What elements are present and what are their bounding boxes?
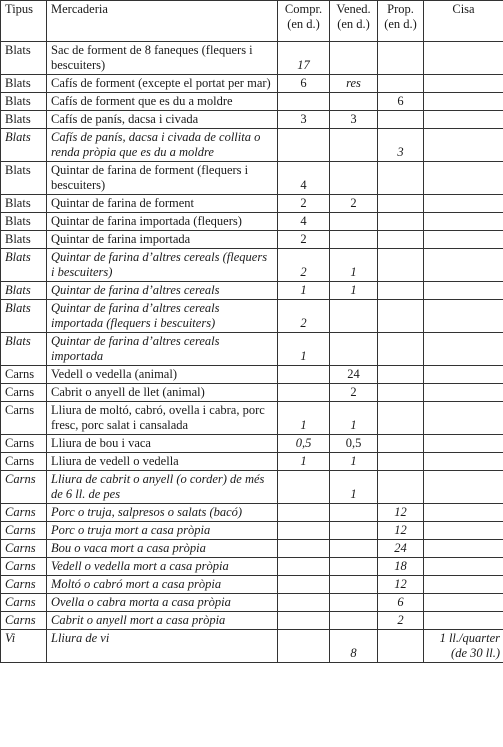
header-cisa: Cisa <box>424 1 503 42</box>
cell-tipus: Blats <box>1 93 47 111</box>
cell-tipus: Carns <box>1 453 47 471</box>
cell-cisa <box>424 453 503 471</box>
cell-compr: 4 <box>278 213 330 231</box>
table-row <box>1 231 503 249</box>
cell-vened <box>330 42 378 75</box>
cell-prop <box>378 300 424 333</box>
cell-mercaderia: Ovella o cabra morta a casa pròpia <box>47 594 278 612</box>
table-body <box>1 42 503 663</box>
cell-mercaderia: Lliura de bou i vaca <box>47 435 278 453</box>
cell-compr: 1 <box>278 333 330 366</box>
table-row <box>1 42 503 75</box>
cell-cisa <box>424 612 503 630</box>
cell-tipus: Blats <box>1 282 47 300</box>
cell-cisa <box>424 195 503 213</box>
cell-cisa <box>424 504 503 522</box>
cell-tipus: Carns <box>1 504 47 522</box>
table-row <box>1 504 503 522</box>
cell-compr: 2 <box>278 231 330 249</box>
cell-cisa <box>424 111 503 129</box>
cell-mercaderia: Vedell o vedella mort a casa pròpia <box>47 558 278 576</box>
cell-compr <box>278 594 330 612</box>
cell-prop <box>378 231 424 249</box>
cell-tipus: Blats <box>1 300 47 333</box>
cell-cisa: 1 ll./quarter (de 30 ll.) <box>424 630 503 663</box>
cell-vened: 8 <box>330 630 378 663</box>
cell-vened <box>330 522 378 540</box>
header-tipus: Tipus <box>1 1 47 42</box>
cell-compr: 17 <box>278 42 330 75</box>
cell-mercaderia: Quintar de farina de forment <box>47 195 278 213</box>
cell-cisa <box>424 42 503 75</box>
cell-compr <box>278 129 330 162</box>
cell-mercaderia: Lliura de vedell o vedella <box>47 453 278 471</box>
cell-mercaderia: Cafís de forment que es du a moldre <box>47 93 278 111</box>
cell-prop <box>378 162 424 195</box>
cell-mercaderia: Quintar de farina importada (flequers) <box>47 213 278 231</box>
cell-tipus: Vi <box>1 630 47 663</box>
table-row <box>1 111 503 129</box>
table-row <box>1 213 503 231</box>
cell-mercaderia: Cafís de panís, dacsa i civada <box>47 111 278 129</box>
cell-vened <box>330 558 378 576</box>
cell-prop: 3 <box>378 129 424 162</box>
cell-cisa <box>424 402 503 435</box>
cell-tipus: Blats <box>1 195 47 213</box>
cell-compr: 1 <box>278 402 330 435</box>
cell-tipus: Carns <box>1 384 47 402</box>
cell-vened <box>330 129 378 162</box>
cell-vened: 2 <box>330 384 378 402</box>
cell-vened <box>330 612 378 630</box>
cell-mercaderia: Cabrit o anyell mort a casa pròpia <box>47 612 278 630</box>
cell-mercaderia: Lliura de vi <box>47 630 278 663</box>
cell-prop: 6 <box>378 93 424 111</box>
cell-tipus: Blats <box>1 231 47 249</box>
cell-tipus: Carns <box>1 471 47 504</box>
cell-mercaderia: Lliura de moltó, cabró, ovella i cabra, porc fresc, porc salat i cansalada <box>47 402 278 435</box>
cell-vened: 1 <box>330 249 378 282</box>
cell-prop <box>378 282 424 300</box>
cell-compr <box>278 540 330 558</box>
cell-prop: 6 <box>378 594 424 612</box>
cell-mercaderia: Quintar de farina d’altres cereals importada <box>47 333 278 366</box>
cell-cisa <box>424 300 503 333</box>
cell-compr: 2 <box>278 300 330 333</box>
cell-cisa <box>424 129 503 162</box>
cell-vened <box>330 231 378 249</box>
cell-cisa <box>424 213 503 231</box>
cell-vened <box>330 162 378 195</box>
table-row <box>1 576 503 594</box>
table-row <box>1 471 503 504</box>
cell-cisa <box>424 231 503 249</box>
cell-mercaderia: Cafís de forment (excepte el portat per mar) <box>47 75 278 93</box>
cell-cisa <box>424 93 503 111</box>
cell-tipus: Carns <box>1 366 47 384</box>
cell-compr <box>278 471 330 504</box>
cell-compr: 1 <box>278 282 330 300</box>
cell-mercaderia: Cabrit o anyell de llet (animal) <box>47 384 278 402</box>
table-row <box>1 195 503 213</box>
cell-vened <box>330 300 378 333</box>
cell-vened: 0,5 <box>330 435 378 453</box>
cell-mercaderia: Porc o truja, salpresos o salats (bacó) <box>47 504 278 522</box>
cell-compr: 1 <box>278 453 330 471</box>
cell-cisa <box>424 282 503 300</box>
cell-cisa <box>424 366 503 384</box>
cell-cisa <box>424 249 503 282</box>
cell-cisa <box>424 576 503 594</box>
cell-compr <box>278 558 330 576</box>
cell-compr: 0,5 <box>278 435 330 453</box>
cell-prop <box>378 195 424 213</box>
table-row <box>1 630 503 663</box>
cell-tipus: Carns <box>1 612 47 630</box>
cell-mercaderia: Quintar de farina importada <box>47 231 278 249</box>
cell-vened: 24 <box>330 366 378 384</box>
table-row <box>1 402 503 435</box>
cell-tipus: Carns <box>1 522 47 540</box>
cell-prop <box>378 213 424 231</box>
cell-prop <box>378 471 424 504</box>
cell-prop <box>378 75 424 93</box>
cell-mercaderia: Porc o truja mort a casa pròpia <box>47 522 278 540</box>
cell-vened <box>330 576 378 594</box>
cell-tipus: Carns <box>1 540 47 558</box>
cell-cisa <box>424 384 503 402</box>
cell-vened: 2 <box>330 195 378 213</box>
cell-vened <box>330 594 378 612</box>
table-row <box>1 594 503 612</box>
cell-prop <box>378 111 424 129</box>
cell-cisa <box>424 471 503 504</box>
cell-prop: 12 <box>378 576 424 594</box>
cell-compr <box>278 366 330 384</box>
cell-vened: res <box>330 75 378 93</box>
cell-vened: 1 <box>330 471 378 504</box>
cell-compr: 2 <box>278 249 330 282</box>
cell-cisa <box>424 594 503 612</box>
table-row <box>1 435 503 453</box>
cell-prop <box>378 435 424 453</box>
cell-vened <box>330 213 378 231</box>
cell-mercaderia: Quintar de farina d’altres cereals <box>47 282 278 300</box>
cell-cisa <box>424 333 503 366</box>
cell-compr <box>278 93 330 111</box>
table-row <box>1 384 503 402</box>
cell-compr <box>278 612 330 630</box>
table-row <box>1 282 503 300</box>
cell-vened <box>330 540 378 558</box>
cell-cisa <box>424 435 503 453</box>
cell-tipus: Blats <box>1 249 47 282</box>
cell-mercaderia: Sac de forment de 8 faneques (flequers i bescuiters) <box>47 42 278 75</box>
table-row <box>1 162 503 195</box>
cell-vened: 1 <box>330 282 378 300</box>
header-compr: Compr. (en d.) <box>278 1 330 42</box>
cell-cisa <box>424 522 503 540</box>
cell-vened: 1 <box>330 402 378 435</box>
table-row <box>1 366 503 384</box>
cell-prop: 18 <box>378 558 424 576</box>
cell-tipus: Blats <box>1 42 47 75</box>
cell-compr: 2 <box>278 195 330 213</box>
cell-prop <box>378 333 424 366</box>
cell-compr <box>278 504 330 522</box>
table-row <box>1 129 503 162</box>
cell-tipus: Blats <box>1 75 47 93</box>
cell-mercaderia: Quintar de farina d’altres cereals (flequers i bescuiters) <box>47 249 278 282</box>
cell-mercaderia: Cafís de panís, dacsa i civada de collita o renda pròpia que es du a moldre <box>47 129 278 162</box>
cell-prop <box>378 453 424 471</box>
cell-tipus: Carns <box>1 435 47 453</box>
cell-prop <box>378 402 424 435</box>
cell-compr <box>278 630 330 663</box>
cell-mercaderia: Quintar de farina d’altres cereals importada (flequers i bescuiters) <box>47 300 278 333</box>
cell-prop: 12 <box>378 522 424 540</box>
cell-tipus: Blats <box>1 213 47 231</box>
table-row <box>1 453 503 471</box>
table-row <box>1 93 503 111</box>
cell-tipus: Blats <box>1 162 47 195</box>
cell-cisa <box>424 162 503 195</box>
cell-tipus: Blats <box>1 111 47 129</box>
cell-prop: 2 <box>378 612 424 630</box>
cell-prop <box>378 249 424 282</box>
cell-prop <box>378 366 424 384</box>
cell-prop <box>378 42 424 75</box>
cell-prop: 24 <box>378 540 424 558</box>
header-prop: Prop. (en d.) <box>378 1 424 42</box>
cell-tipus: Carns <box>1 594 47 612</box>
table-row <box>1 249 503 282</box>
cell-prop <box>378 384 424 402</box>
table-row <box>1 522 503 540</box>
table-row <box>1 75 503 93</box>
cell-cisa <box>424 558 503 576</box>
table-row <box>1 558 503 576</box>
header-mercaderia: Mercaderia <box>47 1 278 42</box>
cell-compr: 3 <box>278 111 330 129</box>
table-row <box>1 300 503 333</box>
cell-cisa <box>424 540 503 558</box>
cell-tipus: Blats <box>1 129 47 162</box>
cell-prop <box>378 630 424 663</box>
cell-vened <box>330 333 378 366</box>
cell-cisa <box>424 75 503 93</box>
cell-vened <box>330 93 378 111</box>
table-row <box>1 540 503 558</box>
cell-compr: 6 <box>278 75 330 93</box>
cell-compr: 4 <box>278 162 330 195</box>
cell-tipus: Blats <box>1 333 47 366</box>
cell-vened <box>330 504 378 522</box>
cell-compr <box>278 576 330 594</box>
cell-prop: 12 <box>378 504 424 522</box>
cell-vened: 1 <box>330 453 378 471</box>
cell-mercaderia: Moltó o cabró mort a casa pròpia <box>47 576 278 594</box>
header-row <box>1 1 503 42</box>
cell-mercaderia: Vedell o vedella (animal) <box>47 366 278 384</box>
cell-mercaderia: Quintar de farina de forment (flequers i bescuiters) <box>47 162 278 195</box>
cell-mercaderia: Bou o vaca mort a casa pròpia <box>47 540 278 558</box>
cell-compr <box>278 522 330 540</box>
cell-mercaderia: Lliura de cabrit o anyell (o corder) de més de 6 ll. de pes <box>47 471 278 504</box>
cell-compr <box>278 384 330 402</box>
cell-tipus: Carns <box>1 402 47 435</box>
cell-vened: 3 <box>330 111 378 129</box>
table-row <box>1 333 503 366</box>
cell-tipus: Carns <box>1 558 47 576</box>
table-row <box>1 612 503 630</box>
cell-tipus: Carns <box>1 576 47 594</box>
header-vened: Vened. (en d.) <box>330 1 378 42</box>
